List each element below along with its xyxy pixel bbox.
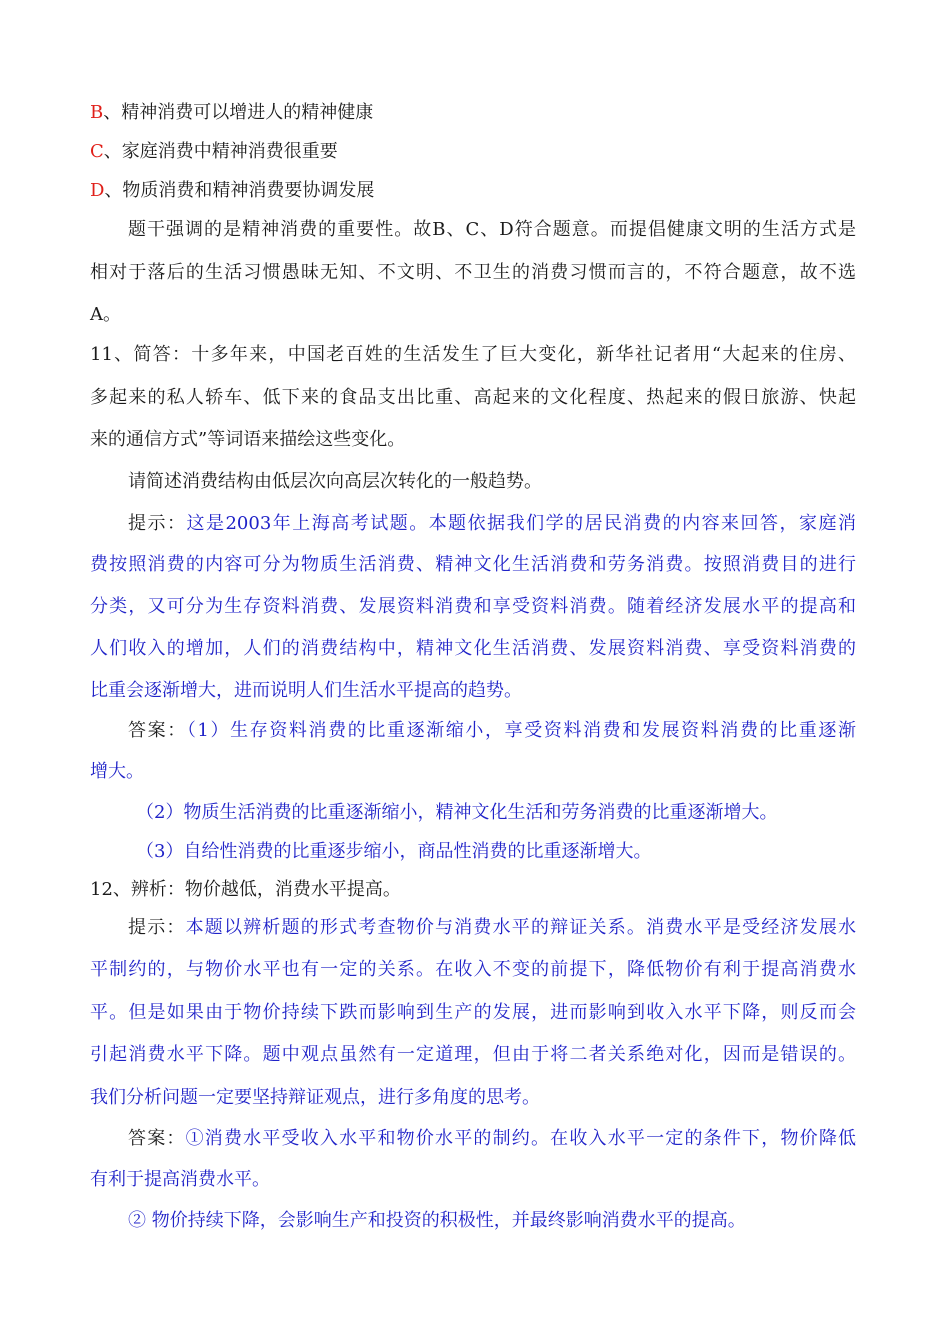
option-text: 、精神消费可以增进人的精神健康 — [103, 102, 374, 123]
answer-text: ①消费水平受收入水平和物价水平的制约。在收入水平一定的条件下，物价降低 — [185, 1128, 857, 1149]
option-c — [90, 139, 338, 165]
option-b — [90, 100, 373, 126]
explanation-line: 题干强调的是精神消费的重要性。故B、C、D符合题意。而提倡健康文明的生活方式是 — [128, 219, 856, 240]
q11-hint-line: 比重会逐渐增大，进而说明人们生活水平提高的趋势。 — [90, 680, 522, 701]
q11-answer-item: （3）自给性消费的比重逐步缩小，商品性消费的比重逐渐增大。 — [136, 841, 652, 862]
answer-text: （1）生存资料消费的比重逐渐缩小，享受资料消费和发展资料消费的比重逐渐 — [186, 720, 856, 741]
option-d — [90, 178, 374, 204]
option-letter: B — [90, 102, 104, 123]
q12-hint-line: 平。但是如果由于物价持续下跌而影响到生产的发展，进而影响到收入水平下降，则反而会 — [90, 1002, 856, 1023]
hint-text: 本题以辨析题的形式考查物价与消费水平的辩证关系。消费水平是受经济发展水 — [185, 917, 857, 938]
q11-answer-line — [128, 718, 856, 744]
q12-hint-line: 平制约的，与物价水平也有一定的关系。在收入不变的前提下，降低物价有利于提高消费水 — [90, 959, 856, 980]
hint-label: 提示： — [128, 513, 187, 534]
q11-answer-line: 增大。 — [90, 761, 144, 782]
option-letter: C — [90, 141, 104, 162]
option-text: 、物质消费和精神消费要协调发展 — [104, 180, 375, 201]
answer-label: 答案： — [128, 1128, 186, 1149]
q12-answer-line: 有利于提高消费水平。 — [90, 1169, 270, 1190]
q11-answer-item: （2）物质生活消费的比重逐渐缩小，精神文化生活和劳务消费的比重逐渐增大。 — [136, 802, 778, 823]
q12-answer-line — [128, 1126, 856, 1152]
option-letter: D — [90, 180, 105, 201]
q11-ask: 请简述消费结构由低层次向高层次转化的一般趋势。 — [128, 471, 542, 492]
q11-hint-line: 人们收入的增加，人们的消费结构中，精神文化生活消费、发展资料消费、享受资料消费的 — [90, 638, 856, 659]
hint-label: 提示： — [128, 917, 186, 938]
q11-hint-line: 分类，又可分为生存资料消费、发展资料消费和享受资料消费。随着经济发展水平的提高和 — [90, 596, 856, 617]
q12-answer-line: ② 物价持续下降，会影响生产和投资的积极性，并最终影响消费水平的提高。 — [128, 1210, 746, 1231]
option-text: 、家庭消费中精神消费很重要 — [103, 141, 338, 162]
hint-text: 这是2003年上海高考试题。本题依据我们学的居民消费的内容来回答，家庭消 — [186, 513, 857, 534]
q11-hint-line: 费按照消费的内容可分为物质生活消费、精神文化生活消费和劳务消费。按照消费目的进行 — [90, 554, 856, 575]
q12-title: 12、辨析：物价越低，消费水平提高。 — [90, 879, 401, 900]
explanation-line: 相对于落后的生活习惯愚昧无知、不文明、不卫生的消费习惯而言的，不符合题意，故不选 — [90, 262, 856, 283]
q12-hint-line: 引起消费水平下降。题中观点虽然有一定道理，但由于将二者关系绝对化，因而是错误的。 — [90, 1044, 856, 1065]
q12-hint-line — [128, 915, 856, 941]
q11-text-line: 11、简答：十多年来，中国老百姓的生活发生了巨大变化，新华社记者用“大起来的住房、 — [90, 344, 856, 365]
q11-text-line: 来的通信方式”等词语来描绘这些变化。 — [90, 429, 406, 450]
answer-label: 答案： — [128, 720, 187, 741]
q11-hint-line — [128, 511, 856, 537]
q12-hint-line: 我们分析问题一定要坚持辩证观点，进行多角度的思考。 — [90, 1087, 540, 1108]
q11-text-line: 多起来的私人轿车、低下来的食品支出比重、高起来的文化程度、热起来的假日旅游、快起 — [90, 387, 856, 408]
explanation-line: A。 — [90, 304, 121, 325]
